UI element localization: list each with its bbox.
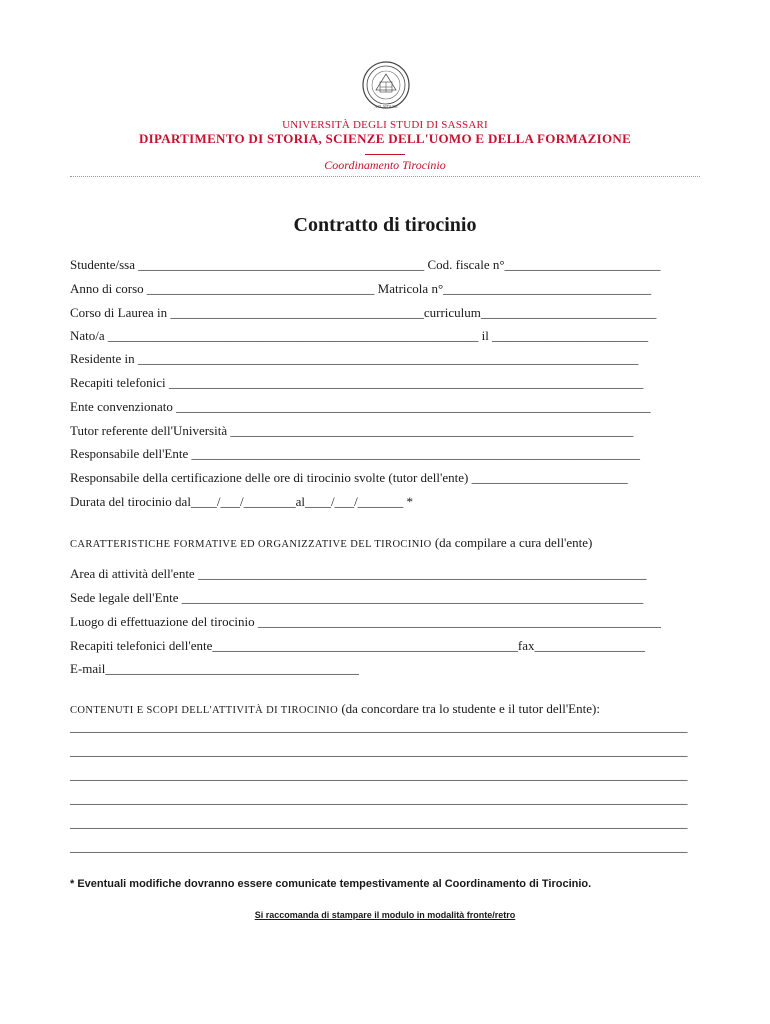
section-contenuti-title: CONTENUTI E SCOPI DELL'ATTIVITÀ DI TIROCINIO: [70, 705, 339, 716]
university-seal-icon: [361, 60, 411, 110]
field-corso-laurea[interactable]: Corso di Laurea in _______________________________________curriculum___________________________: [70, 305, 657, 320]
field-luogo[interactable]: Luogo di effettuazione del tirocinio ______________________________________________________________: [70, 614, 661, 629]
field-anno-corso[interactable]: Anno di corso ___________________________________ Matricola n°________________________________: [70, 281, 652, 296]
field-recapiti[interactable]: Recapiti telefonici _________________________________________________________________________: [70, 375, 644, 390]
department-name: DIPARTIMENTO DI STORIA, SCIENZE DELL'UOMO E DELLA FORMAZIONE: [138, 131, 632, 146]
header-divider-short: [365, 154, 405, 155]
field-recapiti-ente[interactable]: Recapiti telefonici dell'ente_______________________________________________fax_________________: [70, 638, 645, 653]
contenuti-line-2[interactable]: _______________________________________________________________________________________________: [70, 743, 688, 758]
field-responsabile-ente[interactable]: Responsabile dell'Ente _____________________________________________________________________: [70, 446, 640, 461]
contenuti-line-4[interactable]: _______________________________________________________________________________________________: [70, 791, 688, 806]
university-name: UNIVERSITÀ DEGLI STUDI DI SASSARI: [282, 119, 488, 131]
seal-caption: A.D. MDLXII: [374, 104, 398, 109]
field-area-attivita[interactable]: Area di attività dell'ente _____________________________________________________________________: [70, 566, 647, 581]
field-nato[interactable]: Nato/a _________________________________________________________ il ________________________: [70, 328, 649, 343]
field-tutor-universita[interactable]: Tutor referente dell'Università ______________________________________________________________: [70, 423, 634, 438]
contenuti-line-5[interactable]: _______________________________________________________________________________________________: [70, 815, 688, 830]
office-name: Coordinamento Tirocinio: [324, 158, 446, 172]
field-durata[interactable]: Durata del tirocinio dal____/___/________al____/___/_______ *: [70, 494, 414, 509]
field-sede-legale[interactable]: Sede legale dell'Ente _______________________________________________________________________: [70, 590, 644, 605]
footnote: * Eventuali modifiche dovranno essere comunicate tempestivamente al Coordinamento di Tirocinio.: [70, 878, 592, 890]
section-caratteristiche-note: (da compilare a cura dell'ente): [431, 535, 593, 550]
section-caratteristiche-heading: [70, 535, 592, 551]
print-note: Si raccomanda di stampare il modulo in modalità fronte/retro: [254, 910, 516, 920]
field-responsabile-certificazione[interactable]: Responsabile della certificazione delle ore di tirocinio svolte (tutor dell'ente) ________________________: [70, 470, 628, 485]
section-contenuti-heading: [70, 701, 600, 717]
contenuti-line-1[interactable]: _______________________________________________________________________________________________: [70, 719, 688, 734]
contenuti-line-3[interactable]: _______________________________________________________________________________________________: [70, 767, 688, 782]
field-residente[interactable]: Residente in _____________________________________________________________________________: [70, 351, 639, 366]
document-title: Contratto di tirocinio: [293, 214, 477, 236]
section-caratteristiche-title: CARATTERISTICHE FORMATIVE ED ORGANIZZATIVE DEL TIROCINIO: [70, 539, 432, 550]
field-ente[interactable]: Ente convenzionato _________________________________________________________________________: [70, 399, 651, 414]
section-contenuti-note: (da concordare tra lo studente e il tutor dell'Ente):: [338, 701, 600, 716]
field-studente[interactable]: Studente/ssa ____________________________________________ Cod. fiscale n°________________________: [70, 257, 661, 272]
header-divider: [70, 176, 700, 177]
contenuti-line-6[interactable]: _______________________________________________________________________________________________: [70, 839, 688, 854]
field-email[interactable]: E-mail_______________________________________: [70, 661, 359, 676]
